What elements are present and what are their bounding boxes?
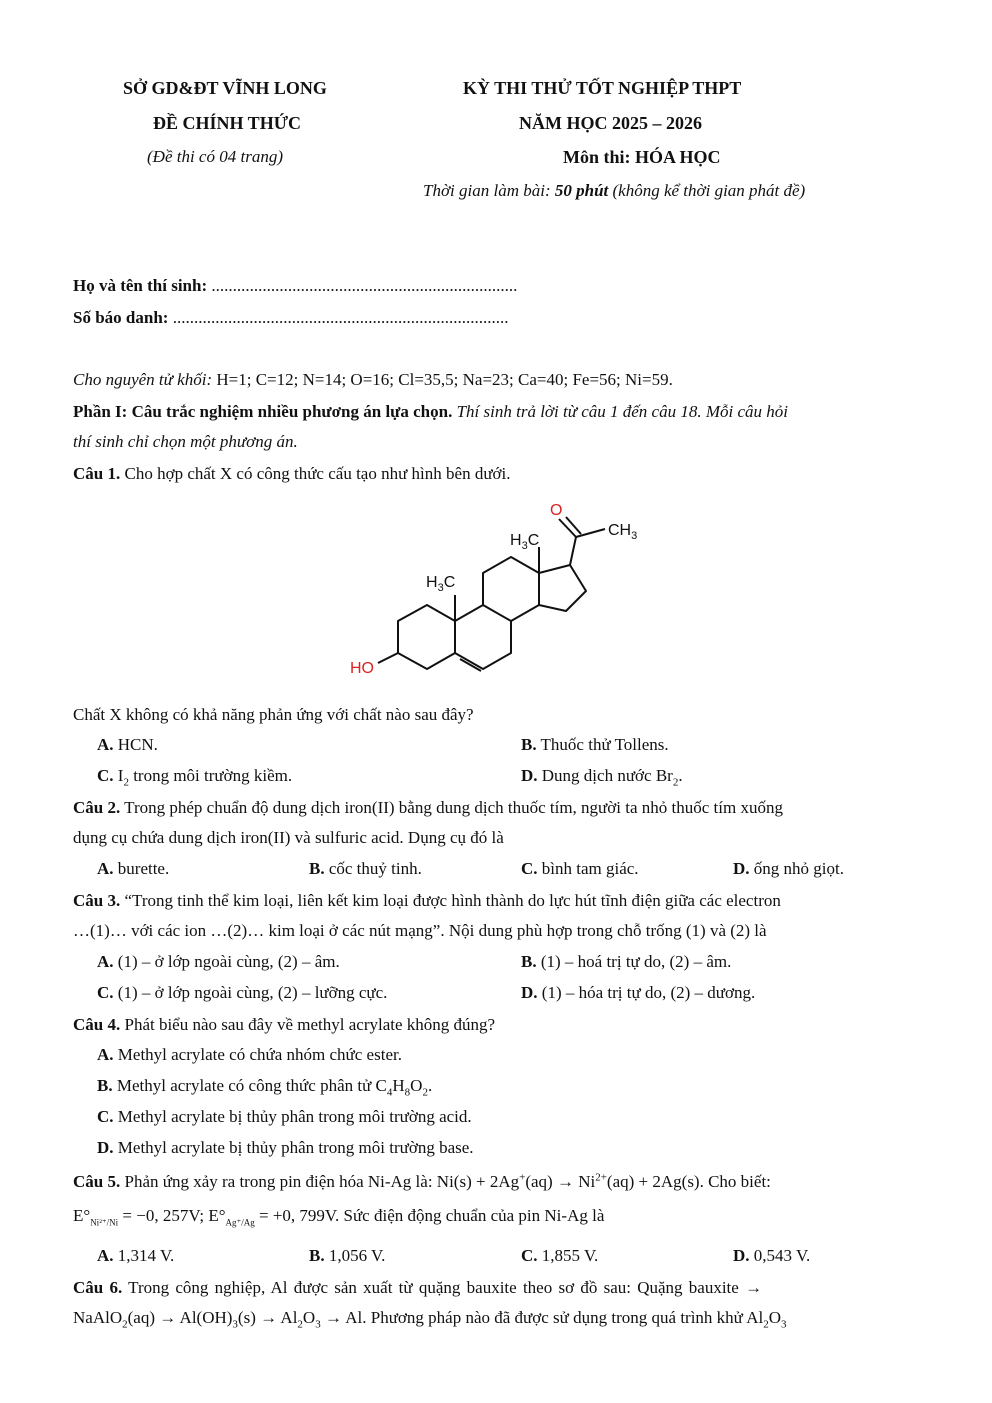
question-2-cont: dụng cụ chứa dung dịch iron(II) và sulfuric acid. Dụng cụ đó là [73,828,504,847]
q3-option-d[interactable]: D. (1) – hóa trị tự do, (2) – dương. [521,983,756,1002]
q1-option-c[interactable]: C. $I_2$ trong môi trường kiềm. [97,766,293,789]
candidate-name-field[interactable]: Họ và tên thí sinh: ........................................................................ [73,276,518,295]
q1-option-d[interactable]: D. Dung dịch nước $Br_2$. [521,766,683,789]
question-2: Câu 2. Trong phép chuẩn độ dung dịch iron(II) bằng dung dịch thuốc tím, người ta nhỏ thuốc tím xuống [73,798,783,817]
time-allowed: Thời gian làm bài: 50 phút (không kể thời gian phát đề) [423,181,806,200]
q5-option-d[interactable]: D. 0,543 V. [733,1246,811,1265]
q3-option-b[interactable]: B. (1) – hoá trị tự do, (2) – âm. [521,952,732,971]
department-name: SỞ GD&ĐT VĨNH LONG [123,78,327,98]
subject: Môn thi: HÓA HỌC [563,147,721,167]
question-5: Câu 5. Phản ứng xảy ra trong pin điện hóa Ni-Ag là: $Ni(s) + 2Ag^+(aq) \to Ni^{2+}(aq) + 2Ag(s)$. Cho biết: [73,1171,771,1191]
q4-option-b[interactable]: B. Methyl acrylate có công thức phân tử $C_4H_8O_2$. [97,1076,433,1099]
question-3-cont: …(1)… với các ion …(2)… kim loại ở các nút mạng”. Nội dung phù hợp trong chỗ trống (1) và (2) là [73,921,767,940]
part1-heading: Phần I: Câu trắc nghiệm nhiều phương án lựa chọn. Thí sinh trả lời từ câu 1 đến câu 18. Mỗi câu hỏi [73,402,789,421]
q2-option-b[interactable]: B. cốc thuỷ tinh. [309,859,422,878]
question-3: Câu 3. “Trong tinh thể kim loại, liên kết kim loại được hình thành do lực hút tĩnh điện giữa các electron [73,891,781,910]
compound-x-structure [330,495,670,685]
q2-option-d[interactable]: D. ống nhỏ giọt. [733,859,844,878]
atom-ch3-right: $CH_3$ [608,522,638,542]
atomic-mass-line: Cho nguyên tử khối: H=1; C=12; N=14; O=16; Cl=35,5; Na=23; Ca=40; Fe=56; Ni=59. [73,370,673,389]
q2-option-c[interactable]: C. bình tam giác. [521,859,639,878]
exam-title: KỲ THI THỬ TỐT NGHIỆP THPT [463,78,742,98]
question-1: Câu 1. Cho hợp chất X có công thức cấu tạo như hình bên dưới. [73,464,511,483]
official-exam-label: ĐỀ CHÍNH THỨC [153,113,302,133]
q4-option-c[interactable]: C. Methyl acrylate bị thủy phân trong môi trường acid. [97,1107,472,1126]
q4-option-a[interactable]: A. Methyl acrylate có chứa nhóm chức ester. [97,1045,402,1064]
atom-o: O [550,502,563,519]
part1-instruction: thí sinh chỉ chọn một phương án. [73,432,298,451]
question-4: Câu 4. Phát biểu nào sau đây về methyl acrylate không đúng? [73,1015,496,1034]
q3-option-a[interactable]: A. (1) – ở lớp ngoài cùng, (2) – âm. [97,952,340,971]
q1-option-b[interactable]: B. Thuốc thử Tollens. [521,735,669,754]
atom-h3c-top: $H_3C$ [510,532,540,552]
school-year: NĂM HỌC 2025 – 2026 [519,113,702,133]
question-1-stem: Chất X không có khả năng phản ứng với chất nào sau đây? [73,705,474,724]
q5-option-b[interactable]: B. 1,056 V. [309,1246,386,1265]
question-6-cont: NaAlO$_2$(aq) → $Al(OH)_3(s) \to Al_2O_3 \to Al$. Phương pháp nào đã được sử dụng trong quá trình khử $Al_2O_3$ [73,1308,787,1331]
q1-option-a[interactable]: A. HCN. [97,735,158,754]
atom-h3c-left: $H_3C$ [426,574,456,594]
atom-ho: HO [350,660,374,677]
candidate-id-field[interactable]: Số báo danh: ............................................................................... [73,308,509,327]
q5-option-a[interactable]: A. 1,314 V. [97,1246,175,1265]
question-5-potentials: $E^\circ_{Ni^{2+}/Ni} = -0$, 257V; $E^\circ_{Ag^+/Ag} = +0$, 799V. Sức điện động chuẩn của pin Ni-Ag là [73,1206,605,1228]
page-count-note: (Đề thi có 04 trang) [147,147,283,166]
q4-option-d[interactable]: D. Methyl acrylate bị thủy phân trong môi trường base. [97,1138,474,1157]
q2-option-a[interactable]: A. burette. [97,859,170,878]
question-6: Câu 6. Trong công nghiệp, Al được sản xuất từ quặng bauxite theo sơ đồ sau: Quặng bauxite → [73,1278,763,1297]
q3-option-c[interactable]: C. (1) – ở lớp ngoài cùng, (2) – lưỡng cực. [97,983,388,1002]
q5-option-c[interactable]: C. 1,855 V. [521,1246,599,1265]
